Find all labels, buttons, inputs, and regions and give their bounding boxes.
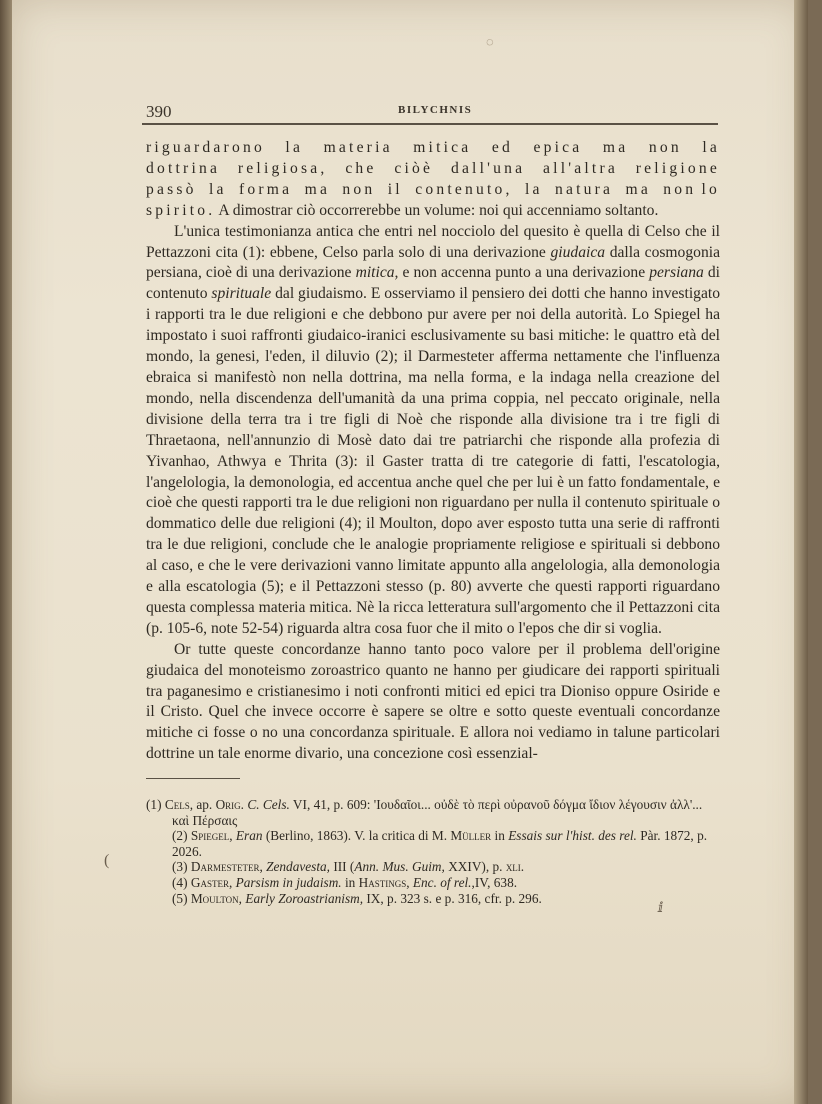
footnote-4: (4) Gaster, Parsism in judaism. in Hastings, Enc. of rel.,IV, 638. — [172, 874, 518, 890]
running-head: BILYCHNIS — [398, 104, 473, 116]
footnote-2: (2) Spiegel, Eran (Berlino, 1863). V. la critica di M. Müller in Essais sur l'hist. des rel. Pàr. 1872, p. 2026. — [172, 828, 708, 859]
scan-left-edge — [0, 0, 12, 1104]
spaced-line: lo spirito. — [146, 180, 720, 219]
spaced-line: riguardarono la materia mitica ed epica ma non la — [146, 139, 720, 156]
page-number: 390 — [146, 102, 172, 121]
footnote-5: (5) Moulton, Early Zoroastrianism, IX, p. 323 s. e p. 316, cfr. p. 296. — [172, 890, 542, 906]
paragraph-3: Or tutte queste concordanze hanno tanto poco valore per il problema dell'origine giudaica del monoteismo zoroastrico quanto ne hanno per giudicare dei rapporti spirituali tra paganesimo e cristianesimo i noti confronti mitici ed epici tra Dioniso oppure Osiride e il Cristo. Quel che invece occorre è sapere se oltre e sotto queste eventuali concordanze mitiche ci fosse o no una concordanza spirituale. E allora noi vediamo in talune particolari dottrine un tale enorme divario, una concezione così essenzial- — [146, 640, 720, 763]
footnotes — [146, 797, 718, 906]
header-rule — [142, 123, 718, 125]
paragraph-2: L'unica testimonianza antica che entri nel nocciolo del quesito è quella di Celso che il Pettazzoni cita (1): ebbene, Celso parla solo di una derivazione giudaica dalla cosmogonia persiana, cioè di una derivazione mitica, e non accenna punto a una derivazione persiana di contenuto spirituale dal giudaismo. E osserviamo il pensiero dei dotti che hanno investigato i rapporti tra le due religioni e che debbono pur avere per noi della autorità. Lo Spiegel ha impostato i suoi raffronti giudaico-iranici esclusivamente su basi mitiche: le quattro età del mondo, la genesi, l'eden, il diluvio (2); il Darmesteter afferma nettamente che l'influenza ebraica si manifestò non nella dottrina, ma nella forma, e la indaga nella creazione del mondo, nella discendenza dell'umanità da una prima coppia, nel peccato originale, nella divisione della terra tra i tre figli di Noè che risponde alla divisione tra i tre figli di Thraetaona, nell'annunzio di Mosè dato dai tre patriarchi che risponde alla profezia di Yivanhao, Athwya e Thrita (3): il Gaster tratta di tre categorie di fatti, l'escatologia, l'angelologia, la demonologia, ed accentua anche quel che per lui è un fatto fondamentale, e cioè che questi rapporti tra le due religioni non riguardano per nulla il contenuto spirituale o dommatico delle due religioni (4); il Moulton, dopo aver esposto tutta una serie di raffronti tra le due religioni, conclude che le analogie propriamente religiose e spirituali si debbono al caso, e che le vere derivazioni vanno limitate appunto alla angelologia, alla demonologia e alla escatologia (5); e il Pettazzoni stesso (p. 80) avverte che questi rapporti riguardano questa complessa materia mitica. Nè la ricca letteratura sull'argomento che il Pettazzoni cita (p. 105-6, note 52-54) riguarda altra cosa fuor che il mito o l'epos che dir si voglia. — [146, 222, 721, 637]
spaced-line: passò la forma ma non il contenuto, la natura ma non — [146, 180, 697, 198]
pencil-mark: ( — [104, 852, 110, 869]
footnote-1: (1) Cels, ap. Orig. C. Cels. VI, 41, p. 609: 'Ιουδαῖοι... οὐδὲ τὸ περὶ οὐρανοῦ δόγμα ἴδιον λέγουσιν ἀλλ'... καὶ Πέρσαις — [146, 797, 703, 828]
paper-blemish: ◌ — [486, 34, 494, 49]
main-text — [146, 138, 720, 765]
page-header — [146, 102, 716, 122]
pencil-mark: ⅈ — [658, 901, 664, 916]
footnote-rule — [146, 778, 240, 779]
footnote-3: (3) Darmesteter, Zendavesta, III (Ann. Mus. Guim, XXIV), p. xli. — [172, 859, 525, 875]
scan-right-edge — [794, 0, 808, 1104]
spaced-line: dottrina religiosa, che ciòè dall'una all'altra religione — [146, 159, 720, 177]
paragraph-1 — [146, 138, 720, 222]
paragraph-1-end: A dimostrar ciò occorrerebbe un volume: noi qui accenniamo soltanto. — [215, 201, 659, 219]
